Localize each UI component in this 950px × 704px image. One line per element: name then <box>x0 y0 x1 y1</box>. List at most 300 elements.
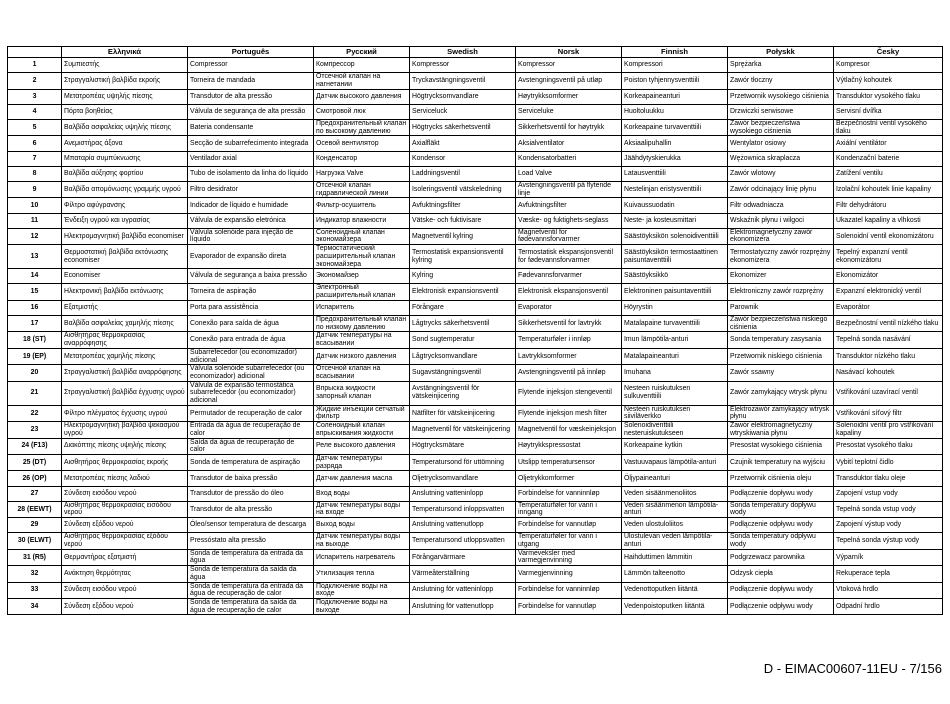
cell-russian: Датчик температуры воды на входе <box>314 501 410 517</box>
cell-norwegian: Avfuktningsfilter <box>516 198 622 213</box>
cell-russian: Выход воды <box>314 518 410 533</box>
cell-swedish: Magnetventil kylring <box>410 228 516 244</box>
cell-finnish: Korkeapaine turvaventtiili <box>622 119 728 135</box>
cell-portuguese: Subarrefecedor (ou economizador) adicional <box>188 348 314 364</box>
cell-number: 30 (ELWT) <box>8 533 62 549</box>
cell-swedish: Elektronisk expansionsventil <box>410 284 516 300</box>
cell-portuguese: Permutador de recuperação de calor <box>188 405 314 421</box>
cell-polish: Elektrozawór zamykający wtrysk płynu <box>728 405 834 421</box>
cell-swedish: Temperatursond utloppsvatten <box>410 533 516 549</box>
cell-finnish: Neste- ja kosteusmittari <box>622 213 728 228</box>
cell-number: 22 <box>8 405 62 421</box>
cell-portuguese: Sonda de temperatura da entrada da água de recuperação de calor <box>188 582 314 598</box>
cell-finnish: Vedenottoputken liitäntä <box>622 582 728 598</box>
table-row <box>8 381 943 405</box>
cell-russian: Отсечной клапан на нагнетании <box>314 73 410 89</box>
cell-finnish: Kompressori <box>622 58 728 73</box>
cell-finnish: Matalapaine turvaventtiili <box>622 316 728 332</box>
cell-portuguese: Pressóstato alta pressão <box>188 533 314 549</box>
header-cell-russian: Русский <box>314 47 410 58</box>
cell-russian: Соленоидный клапан впрыскивания жидкости <box>314 422 410 438</box>
cell-greek: Βαλβίδα απομόνωσης γραμμής υγρού <box>62 181 188 197</box>
cell-finnish: Höyrystin <box>622 300 728 315</box>
cell-norwegian: Elektronisk ekspansjonsventil <box>516 284 622 300</box>
cell-polish: Filtr odwadniacza <box>728 198 834 213</box>
cell-greek: Μετατροπέας χαμηλής πίεσης <box>62 348 188 364</box>
cell-finnish: Veden ulostuloliitos <box>622 518 728 533</box>
cell-finnish: Korkeapaine kytkin <box>622 438 728 454</box>
cell-russian: Отсечной клапан на всасывании <box>314 365 410 381</box>
cell-polish: Elektroniczny zawór rozprężny <box>728 284 834 300</box>
cell-swedish: Sugavstängningsventil <box>410 365 516 381</box>
cell-russian: Датчик высокого давления <box>314 89 410 104</box>
cell-greek: Διακόπτης πίεσης υψηλής πίεσης <box>62 438 188 454</box>
page-footer: D - EIMAC00607-11EU - 7/156 <box>763 661 942 676</box>
cell-russian: Экономайзер <box>314 269 410 284</box>
table-row <box>8 104 943 119</box>
cell-russian: Датчик температуры на всасывании <box>314 332 410 348</box>
cell-portuguese: Óleo/sensor temperatura de descarga <box>188 518 314 533</box>
cell-swedish: Sond sugtemperatur <box>410 332 516 348</box>
cell-greek: Σύνδεση εισόδου νερού <box>62 486 188 501</box>
table-row <box>8 332 943 348</box>
cell-finnish: Matalapaineanturi <box>622 348 728 364</box>
cell-number: 17 <box>8 316 62 332</box>
cell-swedish: Anslutning vattenutlopp <box>410 518 516 533</box>
cell-polish: Przetwornik niskiego ciśnienia <box>728 348 834 364</box>
cell-norwegian: Sikkerhetsventil for høytrykk <box>516 119 622 135</box>
cell-greek: Βαλβίδα αύξησης φορτίου <box>62 166 188 181</box>
cell-number: 34 <box>8 598 62 614</box>
cell-greek: Ανεμιστήρας άξονα <box>62 136 188 151</box>
cell-polish: Zawór odcinający linię płynu <box>728 181 834 197</box>
table-row <box>8 454 943 470</box>
cell-portuguese: Sonda de temperatura da saída da água <box>188 566 314 582</box>
cell-greek: Αισθητήρας θερμοκρασίας εξόδου νερού <box>62 533 188 549</box>
cell-norwegian: Oljetrykkomformer <box>516 471 622 486</box>
cell-number: 5 <box>8 119 62 135</box>
cell-norwegian: Høytrykksomformer <box>516 89 622 104</box>
cell-portuguese: Compressor <box>188 58 314 73</box>
cell-polish: Podłączenie dopływu wody <box>728 486 834 501</box>
cell-norwegian: Varmegjenvinning <box>516 566 622 582</box>
cell-finnish: Nesteen ruiskutuksen siiviläverkko <box>622 405 728 421</box>
cell-greek: Ανάκτηση θερμότητας <box>62 566 188 582</box>
cell-norwegian: Evaporator <box>516 300 622 315</box>
cell-polish: Przetwornik wysokiego ciśnienia <box>728 89 834 104</box>
cell-polish: Drzwiczki serwisowe <box>728 104 834 119</box>
cell-swedish: Temperatursond inloppsvatten <box>410 501 516 517</box>
table-row <box>8 166 943 181</box>
cell-portuguese: Torneira de mandada <box>188 73 314 89</box>
cell-greek: Συμπιεστής <box>62 58 188 73</box>
cell-finnish: Kuivaussuodatin <box>622 198 728 213</box>
cell-greek: Ηλεκτρομαγνητική βαλβίδα ψεκασμού υγρού <box>62 422 188 438</box>
cell-greek: Βαλβίδα ασφαλείας χαμηλής πίεσης <box>62 316 188 332</box>
cell-polish: Przetwornik ciśnienia oleju <box>728 471 834 486</box>
cell-portuguese: Válvula solenóide para injeção de líquido <box>188 228 314 244</box>
cell-norwegian: Utslipp temperatursensor <box>516 454 622 470</box>
cell-swedish: Högtrycks säkerhetsventil <box>410 119 516 135</box>
cell-russian: Испаритель нагреватель <box>314 549 410 565</box>
cell-swedish: Lågtrycksomvandlare <box>410 348 516 364</box>
cell-russian: Индикатор влажности <box>314 213 410 228</box>
cell-russian: Жидкие инъекции сетчатый фильтр <box>314 405 410 421</box>
cell-swedish: Anslutning för vatteninlopp <box>410 582 516 598</box>
cell-swedish: Kompressor <box>410 58 516 73</box>
cell-russian: Электронный расширительный клапан <box>314 284 410 300</box>
cell-czech: Transduktor vysokého tlaku <box>834 89 943 104</box>
cell-czech: Filtr dehydrátoru <box>834 198 943 213</box>
cell-swedish: Serviceluck <box>410 104 516 119</box>
cell-greek: Μπαταρία συμπύκνωσης <box>62 151 188 166</box>
cell-greek: Ηλεκτρομαγνητική βαλβίδα economiser <box>62 228 188 244</box>
cell-number: 33 <box>8 582 62 598</box>
cell-swedish: Kylring <box>410 269 516 284</box>
header-cell-czech: Česky <box>834 47 943 58</box>
cell-norwegian: Sikkerhetsventil for lavtrykk <box>516 316 622 332</box>
cell-greek: Ηλεκτρονική βαλβίδα εκτόνωσης <box>62 284 188 300</box>
cell-finnish: Vastuuvapaus lämpötila-anturi <box>622 454 728 470</box>
cell-number: 3 <box>8 89 62 104</box>
cell-finnish: Jäähdytyskierukka <box>622 151 728 166</box>
cell-polish: Zawór tłoczny <box>728 73 834 89</box>
table-row <box>8 228 943 244</box>
cell-czech: Zapojení vstup vody <box>834 486 943 501</box>
cell-number: 1 <box>8 58 62 73</box>
cell-portuguese: Transdutor de baixa pressão <box>188 471 314 486</box>
table-row <box>8 181 943 197</box>
table-row <box>8 598 943 614</box>
cell-czech: Tepelná sonda vstup vody <box>834 501 943 517</box>
cell-portuguese: Válvula de expansão eletrónica <box>188 213 314 228</box>
cell-russian: Предохранительный клапан по высокому давлению <box>314 119 410 135</box>
cell-finnish: Veden sisäänmenoliitos <box>622 486 728 501</box>
cell-swedish: Isoleringsventil vätskeledning <box>410 181 516 197</box>
cell-number: 13 <box>8 245 62 269</box>
table-row <box>8 566 943 582</box>
cell-czech: Vtoková hrdlo <box>834 582 943 598</box>
cell-portuguese: Indicador de líquido e humidade <box>188 198 314 213</box>
cell-portuguese: Evaporador de expansão direta <box>188 245 314 269</box>
cell-polish: Ekonomizer <box>728 269 834 284</box>
cell-norwegian: Avstengningsventil på innløp <box>516 365 622 381</box>
cell-czech: Vstřikování uzavírací ventil <box>834 381 943 405</box>
cell-norwegian: Temperaturføler for vann i utgang <box>516 533 622 549</box>
cell-norwegian: Kompressor <box>516 58 622 73</box>
cell-portuguese: Válvula solenóide subarrefecedor (ou economizador) adicional <box>188 365 314 381</box>
cell-greek: Βαλβίδα ασφαλείας υψηλής πίεσης <box>62 119 188 135</box>
cell-czech: Presostat vysokého tlaku <box>834 438 943 454</box>
table-row <box>8 582 943 598</box>
table-row <box>8 245 943 269</box>
table-row <box>8 151 943 166</box>
cell-swedish: Högtrycksmätare <box>410 438 516 454</box>
cell-number: 25 (DT) <box>8 454 62 470</box>
cell-czech: Bezpečnostní ventil vysokého tlaku <box>834 119 943 135</box>
cell-portuguese: Transdutor de alta pressão <box>188 89 314 104</box>
cell-norwegian: Magnetventil for væskeinjeksjon <box>516 422 622 438</box>
cell-finnish: Veden sisäänmenon lämpötila-anturi <box>622 501 728 517</box>
table-row <box>8 348 943 364</box>
cell-polish: Podłączenie dopływu wody <box>728 582 834 598</box>
table-row <box>8 549 943 565</box>
cell-number: 16 <box>8 300 62 315</box>
cell-finnish: Vedenpoistoputken liitäntä <box>622 598 728 614</box>
cell-greek: Πόρτα βοηθείας <box>62 104 188 119</box>
cell-swedish: Avfuktningsfilter <box>410 198 516 213</box>
table-row <box>8 501 943 517</box>
cell-swedish: Högtrycksomvandlare <box>410 89 516 104</box>
cell-polish: Sonda temperatury dopływu wody <box>728 501 834 517</box>
cell-russian: Датчик давления масла <box>314 471 410 486</box>
cell-finnish: Aksiaalipuhallin <box>622 136 728 151</box>
cell-czech: Tepelná sonda výstup vody <box>834 533 943 549</box>
cell-portuguese: Válvula de segurança de alta pressão <box>188 104 314 119</box>
cell-czech: Servisní dvířka <box>834 104 943 119</box>
cell-norwegian: Load Valve <box>516 166 622 181</box>
cell-polish: Czujnik temperatury na wyjściu <box>728 454 834 470</box>
cell-swedish: Kondensor <box>410 151 516 166</box>
cell-portuguese: Tubo de isolamento da linha do líquido <box>188 166 314 181</box>
cell-finnish: Latausventtiili <box>622 166 728 181</box>
cell-polish: Podłączenie odpływu wody <box>728 598 834 614</box>
cell-russian: Испаритель <box>314 300 410 315</box>
cell-czech: Vybití teplotní čidlo <box>834 454 943 470</box>
cell-swedish: Tryckavstängningsventil <box>410 73 516 89</box>
cell-czech: Tepelná sonda nasávání <box>834 332 943 348</box>
cell-greek: Θερμαντήρας εξατμιστή <box>62 549 188 565</box>
cell-finnish: Poiston tyhjennysventtiili <box>622 73 728 89</box>
cell-greek: Αισθητήρας θερμοκρασίας εισόδου νερού <box>62 501 188 517</box>
cell-number: 18 (ST) <box>8 332 62 348</box>
cell-swedish: Avstängningsventil för vätskeinjicering <box>410 381 516 405</box>
cell-number: 6 <box>8 136 62 151</box>
cell-polish: Sprężarka <box>728 58 834 73</box>
cell-greek: Σύνδεση εισόδου νερού <box>62 582 188 598</box>
cell-russian: Датчик температуры воды на выходе <box>314 533 410 549</box>
cell-czech: Solenoidní ventil ekonomizátoru <box>834 228 943 244</box>
cell-norwegian: Høytrykkspressostat <box>516 438 622 454</box>
cell-russian: Подключение воды на входе <box>314 582 410 598</box>
table-body <box>8 58 943 615</box>
cell-czech: Transduktor nízkého tlaku <box>834 348 943 364</box>
cell-greek: Ένδειξη υγρού και υγρασίας <box>62 213 188 228</box>
cell-finnish: Öljypaineanturi <box>622 471 728 486</box>
cell-czech: Výparník <box>834 549 943 565</box>
table-row <box>8 422 943 438</box>
cell-portuguese: Conexão para entrada de água <box>188 332 314 348</box>
cell-polish: Zawór zamykający wtrysk płynu <box>728 381 834 405</box>
cell-russian: Соленоидный клапан экономайзера <box>314 228 410 244</box>
cell-polish: Zawór ssawny <box>728 365 834 381</box>
cell-czech: Odpadní hrdlo <box>834 598 943 614</box>
cell-russian: Фильтр-осушитель <box>314 198 410 213</box>
cell-polish: Wężownica skraplacza <box>728 151 834 166</box>
cell-czech: Nasávací kohoutek <box>834 365 943 381</box>
cell-polish: Podłączenie odpływu wody <box>728 518 834 533</box>
cell-russian: Отсечной клапан гидравлической линии <box>314 181 410 197</box>
cell-russian: Термостатический расширительный клапан экономайзера <box>314 245 410 269</box>
cell-number: 15 <box>8 284 62 300</box>
cell-finnish: Lämmön talteenotto <box>622 566 728 582</box>
cell-swedish: Värmeåterställning <box>410 566 516 582</box>
cell-swedish: Termostatisk expansionsventil kylring <box>410 245 516 269</box>
cell-finnish: Huoltoluukku <box>622 104 728 119</box>
cell-czech: Ekonomizátor <box>834 269 943 284</box>
cell-finnish: Imuhana <box>622 365 728 381</box>
cell-russian: Реле высокого давления <box>314 438 410 454</box>
header-row <box>8 47 943 58</box>
table-row <box>8 533 943 549</box>
cell-russian: Конденсатор <box>314 151 410 166</box>
cell-swedish: Förångarvärmare <box>410 549 516 565</box>
cell-norwegian: Forbindelse for vanninnløp <box>516 486 622 501</box>
cell-swedish: Axialfläkt <box>410 136 516 151</box>
cell-greek: Θερμοστατική βαλβίδα εκτόνωσης economiser <box>62 245 188 269</box>
cell-polish: Zawór bezpieczeństwa wysokiego ciśnienia <box>728 119 834 135</box>
cell-czech: Rekuperace tepla <box>834 566 943 582</box>
cell-norwegian: Aksialventilator <box>516 136 622 151</box>
cell-number: 28 (EEWT) <box>8 501 62 517</box>
cell-portuguese: Filtro desidrator <box>188 181 314 197</box>
cell-greek: Στραγγαλιστική βαλβίδα έγχυσης υγρού <box>62 381 188 405</box>
cell-czech: Kompresor <box>834 58 943 73</box>
header-cell-finnish: Finnish <box>622 47 728 58</box>
cell-russian: Предохранительный клапан по низкому давлению <box>314 316 410 332</box>
cell-greek: Σύνδεση εξόδου νερού <box>62 598 188 614</box>
cell-russian: Осевой вентилятор <box>314 136 410 151</box>
cell-greek: Σύνδεση εξόδου νερού <box>62 518 188 533</box>
cell-norwegian: Lavtrykksomformer <box>516 348 622 364</box>
cell-portuguese: Transdutor de pressão do óleo <box>188 486 314 501</box>
cell-greek: Στραγγαλιστική βαλβίδα εκροής <box>62 73 188 89</box>
cell-number: 27 <box>8 486 62 501</box>
cell-czech: Výtlačný kohoutek <box>834 73 943 89</box>
cell-portuguese: Torneira de aspiração <box>188 284 314 300</box>
header-cell-polish: Połyskk <box>728 47 834 58</box>
cell-finnish: Nesteen ruiskutuksen sulkuventtiili <box>622 381 728 405</box>
cell-portuguese: Válvula de segurança a baixa pressão <box>188 269 314 284</box>
cell-number: 23 <box>8 422 62 438</box>
cell-swedish: Temperatursond för uttömning <box>410 454 516 470</box>
cell-norwegian: Væske- og fuktighets-seglass <box>516 213 622 228</box>
cell-swedish: Lågtrycks säkerhetsventil <box>410 316 516 332</box>
table-row <box>8 73 943 89</box>
header-cell-norwegian: Norsk <box>516 47 622 58</box>
table-row <box>8 213 943 228</box>
cell-greek: Στραγγαλιστική βαλβίδα αναρρόφησης <box>62 365 188 381</box>
cell-polish: Parownik <box>728 300 834 315</box>
cell-polish: Zawór bezpieczeństwa niskiego ciśnienia <box>728 316 834 332</box>
cell-greek: Μετατροπέας υψηλής πίεσης <box>62 89 188 104</box>
cell-finnish: Elektroninen paisuntaventtiili <box>622 284 728 300</box>
cell-czech: Izolační kohoutek linie kapaliny <box>834 181 943 197</box>
table-row <box>8 284 943 300</box>
cell-greek: Μετατροπέας πίεσης λαδιού <box>62 471 188 486</box>
cell-norwegian: Avstengningsventil på flytende linje <box>516 181 622 197</box>
cell-czech: Vstřikování síťový filtr <box>834 405 943 421</box>
table-row <box>8 486 943 501</box>
cell-finnish: Korkeapaineanturi <box>622 89 728 104</box>
cell-czech: Zapojení výstup vody <box>834 518 943 533</box>
cell-portuguese: Sonda de temperatura da entrada da água <box>188 549 314 565</box>
table-row <box>8 119 943 135</box>
cell-norwegian: Fødevannsforvarmer <box>516 269 622 284</box>
cell-number: 4 <box>8 104 62 119</box>
cell-czech: Kondenzační baterie <box>834 151 943 166</box>
cell-polish: Zawór wlotowy <box>728 166 834 181</box>
table-row <box>8 269 943 284</box>
cell-russian: Компрессор <box>314 58 410 73</box>
cell-norwegian: Termostatisk ekspansjonsventil for fødevannsforvarmer <box>516 245 622 269</box>
table-row <box>8 136 943 151</box>
cell-swedish: Förångare <box>410 300 516 315</box>
cell-number: 7 <box>8 151 62 166</box>
cell-portuguese: Secção de subarrefecimento integrada <box>188 136 314 151</box>
cell-polish: Odzysk ciepła <box>728 566 834 582</box>
cell-number: 31 (R5) <box>8 549 62 565</box>
cell-swedish: Nätfilter för vätskeinjicering <box>410 405 516 421</box>
cell-finnish: Säästöyksikön termostaattinen paisuntaventtiili <box>622 245 728 269</box>
cell-number: 2 <box>8 73 62 89</box>
cell-czech: Axiální ventilátor <box>834 136 943 151</box>
cell-polish: Sonda temperatury zasysania <box>728 332 834 348</box>
cell-number: 10 <box>8 198 62 213</box>
cell-swedish: Vätske- och fuktivisare <box>410 213 516 228</box>
cell-portuguese: Entrada da água de recuperação de calor <box>188 422 314 438</box>
cell-czech: Solenoidní ventil pro vstřikování kapaliny <box>834 422 943 438</box>
table-row <box>8 471 943 486</box>
cell-polish: Presostat wysokiego ciśnienia <box>728 438 834 454</box>
cell-greek: Economiser <box>62 269 188 284</box>
cell-portuguese: Conexão para saída de água <box>188 316 314 332</box>
cell-norwegian: Flytende injeksjon mesh filter <box>516 405 622 421</box>
cell-portuguese: Transdutor de alta pressão <box>188 501 314 517</box>
header-cell-swedish: Swedish <box>410 47 516 58</box>
cell-norwegian: Varmeveksler med varmegjenvinning <box>516 549 622 565</box>
cell-swedish: Laddningsventil <box>410 166 516 181</box>
cell-finnish: Säästöyksikkö <box>622 269 728 284</box>
cell-number: 21 <box>8 381 62 405</box>
translation-table <box>7 46 943 615</box>
cell-russian: Датчик температуры разряда <box>314 454 410 470</box>
cell-portuguese: Sonda de temperatura da saída da água de recuperação de calor <box>188 598 314 614</box>
cell-czech: Expanzní elektronický ventil <box>834 284 943 300</box>
cell-polish: Wskaźnik płynu i wilgoci <box>728 213 834 228</box>
cell-finnish: Nestelinjan eristysventtiili <box>622 181 728 197</box>
cell-norwegian: Temperaturføler i innløp <box>516 332 622 348</box>
table-row <box>8 58 943 73</box>
cell-number: 24 (F13) <box>8 438 62 454</box>
cell-number: 9 <box>8 181 62 197</box>
cell-finnish: Solenoidiventtiili nesteruiskutukseen <box>622 422 728 438</box>
table-row <box>8 438 943 454</box>
cell-czech: Tepelný expanzní ventil ekonomizátoru <box>834 245 943 269</box>
table-row <box>8 300 943 315</box>
cell-swedish: Anslutning vatteninlopp <box>410 486 516 501</box>
cell-greek: Αισθητήρας θερμοκρασίας αναρρόφησης <box>62 332 188 348</box>
cell-number: 29 <box>8 518 62 533</box>
cell-norwegian: Kondensatorbatteri <box>516 151 622 166</box>
cell-norwegian: Forbindelse for vanninnløp <box>516 582 622 598</box>
cell-russian: Утилизация тепла <box>314 566 410 582</box>
cell-polish: Wentylator osiowy <box>728 136 834 151</box>
cell-portuguese: Válvula de expansão termostática subarrefecedor (ou economizador) adicional <box>188 381 314 405</box>
table-row <box>8 365 943 381</box>
cell-finnish: Säästöyksikön solenoidiventtiili <box>622 228 728 244</box>
cell-portuguese: Ventilador axial <box>188 151 314 166</box>
